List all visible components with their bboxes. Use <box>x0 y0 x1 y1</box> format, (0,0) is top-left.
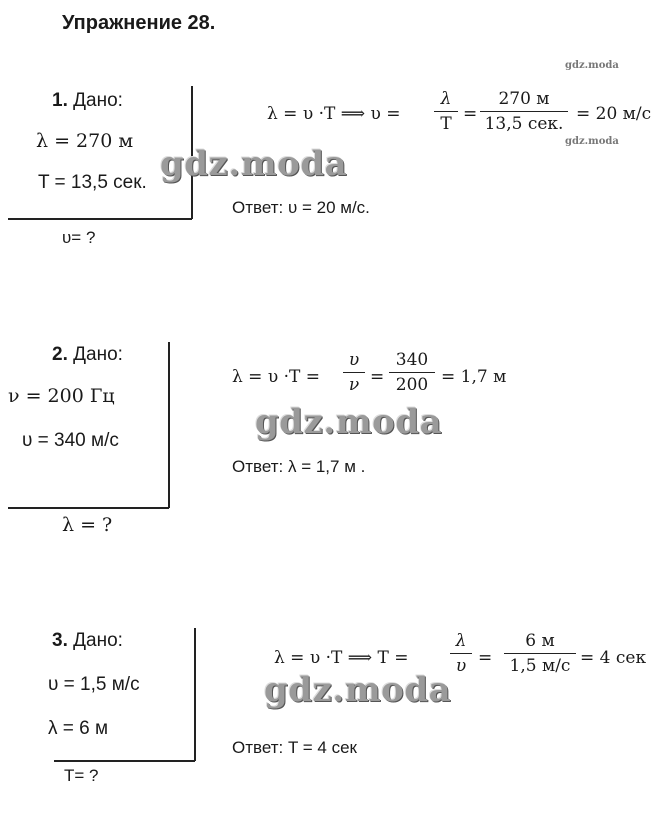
answer: Ответ: T = 4 сек <box>232 738 357 757</box>
watermark-big: gdz.moda <box>264 670 452 710</box>
given-divider-vertical <box>194 628 196 761</box>
formula-result: = 20 м/с <box>576 104 652 124</box>
watermark-big: gdz.moda <box>255 402 443 442</box>
dano-label: Дано: <box>73 90 123 111</box>
formula-lhs: λ = υ ·T = <box>232 367 320 387</box>
formula-fraction-1: λ T <box>434 88 458 135</box>
problem-number: 2. <box>52 344 68 365</box>
problem-number: 3. <box>52 630 68 651</box>
given-velocity: υ = 1,5 м/с <box>48 674 140 695</box>
given-frequency: ν = 200 Гц <box>8 385 115 407</box>
find-label: υ= ? <box>62 228 96 247</box>
formula-result: = 1,7 м <box>441 367 507 387</box>
given-divider-horizontal <box>54 760 195 762</box>
given-lambda: λ = 6 м <box>48 718 109 739</box>
answer: Ответ: λ = 1,7 м . <box>232 457 366 476</box>
formula-fraction-2: 340 200 <box>389 349 435 396</box>
formula-lhs: λ = υ ·T ⟹ υ = <box>267 104 401 124</box>
formula-fraction-2: 270 м 13,5 сек. <box>480 88 568 135</box>
formula-fraction-1: λ υ <box>450 630 472 677</box>
find-label: T= ? <box>64 766 99 785</box>
answer: Ответ: υ = 20 м/с. <box>232 198 370 217</box>
page-title: Упражнение 28. <box>62 12 216 34</box>
formula-fraction-2: 6 м 1,5 м/с <box>504 630 576 677</box>
given-divider-horizontal <box>8 507 169 509</box>
formula-result: = 4 сек <box>580 648 647 668</box>
given-period: T = 13,5 сек. <box>38 172 147 193</box>
dano-label: Дано: <box>73 630 123 651</box>
dano-label: Дано: <box>73 344 123 365</box>
watermark-small-mid: gdz.moda <box>565 136 619 147</box>
formula-lhs: λ = υ ·T ⟹ T = <box>274 648 409 668</box>
given-divider-horizontal <box>8 218 192 220</box>
formula-fraction-1: υ ν <box>343 349 365 396</box>
watermark-big: gdz.moda <box>160 144 348 184</box>
problem-number: 1. <box>52 90 68 111</box>
given-lambda: λ = 270 м <box>36 130 134 152</box>
watermark-small-top: gdz.moda <box>565 60 619 71</box>
find-label: λ = ? <box>62 514 113 536</box>
given-divider-vertical <box>168 342 170 508</box>
given-velocity: υ = 340 м/с <box>22 430 119 451</box>
